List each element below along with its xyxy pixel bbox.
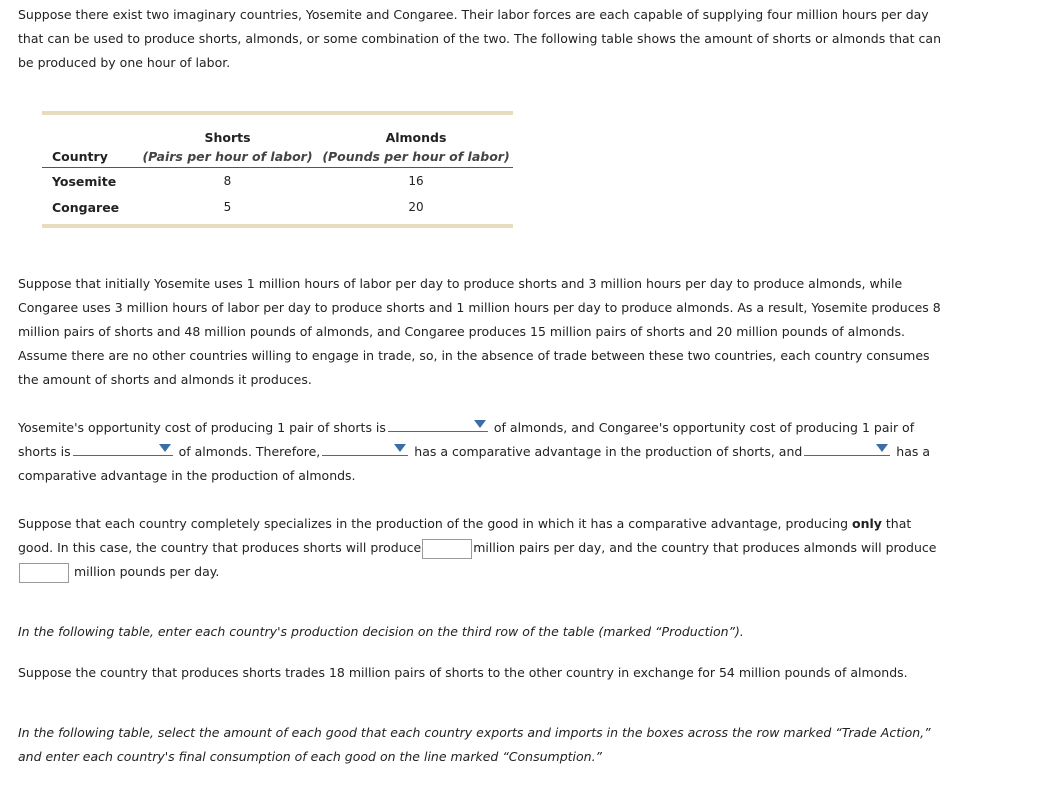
table-row: [42, 194, 513, 220]
almonds-unit-header: (Pounds per hour of labor): [319, 145, 513, 168]
trade-paragraph: Suppose the country that produces shorts trades 18 million pairs of shorts to the other country in exchange for 54 million pounds of almonds.: [18, 665, 908, 680]
intro-paragraph: Suppose there exist two imaginary countries, Yosemite and Congaree. Their labor forces are each capable of supplying four million hours per day that can be used to produce shorts, almonds, or some combination of the two. The following table shows the amount of shorts or almonds that can be produced by one hour of labor.: [18, 7, 942, 70]
row-almonds-value: 16: [408, 174, 424, 188]
trade-instruction: In the following table, select the amount of each good that each country exports and imports in the boxes across the row marked “Trade Action,” and enter each country's final consumption of each good on the line marked “Consumption.”: [18, 725, 931, 764]
chevron-down-icon: [876, 444, 888, 452]
shorts-production-input[interactable]: [422, 539, 472, 559]
congaree-opportunity-cost-dropdown[interactable]: [73, 440, 173, 456]
almonds-header: Almonds: [385, 130, 447, 145]
shorts-advantage-country-dropdown[interactable]: [322, 440, 408, 456]
production-instruction: In the following table, enter each country's production decision on the third row of the table (marked “Production”).: [18, 624, 744, 639]
row-country: Congaree: [52, 199, 120, 215]
chevron-down-icon: [394, 444, 406, 452]
chevron-down-icon: [474, 420, 486, 428]
row-shorts-value: 8: [223, 174, 232, 188]
shorts-unit-header: (Pairs per hour of labor): [136, 145, 319, 168]
shorts-header: Shorts: [204, 130, 251, 145]
yosemite-opportunity-cost-dropdown[interactable]: [388, 416, 488, 432]
row-shorts-value: 5: [223, 200, 232, 214]
almonds-production-input[interactable]: [19, 563, 69, 583]
chevron-down-icon: [159, 444, 171, 452]
opportunity-cost-paragraph: Yosemite's opportunity cost of producing 1 pair of shorts is of almonds, and Congaree's opportunity cost of producing 1 pair of shorts is of almonds. Therefore, has a comparative advantage in the production of shorts, and has a comparative advantage in the production of almonds.: [18, 416, 938, 488]
specialization-paragraph: Suppose that each country completely specializes in the production of the good in which it has a comparative advantage, producing only that good. In this case, the country that produces shorts will produce million pairs per day, and the country that produces almonds will produce million pounds per day.: [18, 512, 938, 584]
initial-production-paragraph: Suppose that initially Yosemite uses 1 million hours of labor per day to produce shorts and 3 million hours per day to produce almonds, while Congaree uses 3 million hours of labor per day to produce shorts and 1 million hours per day to produce almonds. As a result, Yosemite produces 8 million pairs of shorts and 48 million pounds of almonds, and Congaree produces 15 million pairs of shorts and 20 million pounds of almonds. Assume there are no other countries willing to engage in trade, so, in the absence of trade between these two countries, each country consumes the amount of shorts and almonds it produces.: [18, 276, 941, 387]
productivity-table: [42, 111, 513, 228]
row-country: Yosemite: [52, 173, 117, 189]
row-almonds-value: 20: [408, 200, 424, 214]
almonds-advantage-country-dropdown[interactable]: [804, 440, 890, 456]
country-header: Country: [42, 145, 136, 168]
table-row: [42, 168, 513, 195]
